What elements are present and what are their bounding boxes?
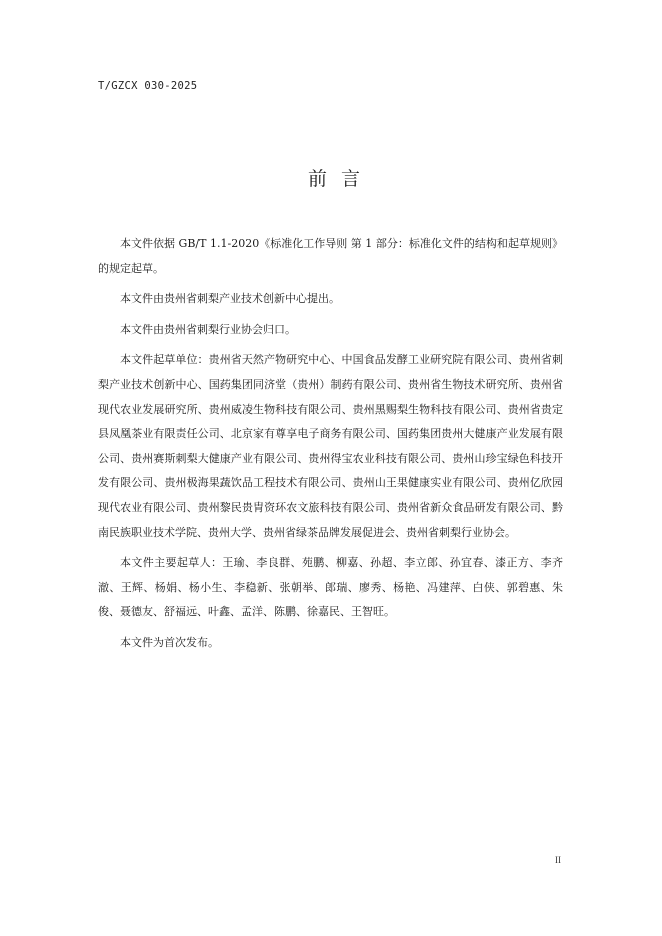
page-number: II [555, 855, 561, 865]
document-code: T/GZCX 030-2025 [98, 80, 198, 92]
foreword-body [98, 232, 563, 662]
paragraph-first-release: 本文件为首次发布。 [120, 635, 219, 649]
paragraph-drafting-basis: 本文件依据 GB/T 1.1-2020《标准化工作导则 第 1 部分：标准化文件的结构和起草规则》的规定起草。 [98, 237, 563, 275]
page-title: 前言 [307, 168, 374, 190]
paragraph-proposer: 本文件由贵州省刺梨产业技术创新中心提出。 [120, 292, 340, 306]
paragraph-drafters: 本文件主要起草人：王瑜、李良群、苑鹏、柳嘉、孙超、李立郎、孙宜春、漆正方、李齐澈、王辉、杨娟、杨小生、李稳新、张朝举、郎瑞、廖秀、杨艳、冯建萍、白侠、郭碧惠、朱俊、聂德友、舒福远、叶鑫、孟洋、陈鹏、徐嘉民、王智旺。 [98, 556, 563, 619]
paragraph-drafting-units: 本文件起草单位：贵州省天然产物研究中心、中国食品发酵工业研究院有限公司、贵州省刺梨产业技术创新中心、国药集团同济堂（贵州）制药有限公司、贵州省生物技术研究所、贵州省现代农业发展研究所、贵州威凌生物科技有限公司、贵州黑赐梨生物科技有限公司、贵州省贵定县凤凰茶业有限责任公司、北京家有尊享电子商务有限公司、国药集团贵州大健康产业发展有限公司、贵州赛斯刺梨大健康产业有限公司、贵州得宝农业科技有限公司、贵州山珍宝绿色科技开发有限公司、贵州极海果蔬饮品工程技术有限公司、贵州山王果健康实业有限公司、贵州亿欣园现代农业有限公司、贵州黎民贵胄资环农文旅科技有限公司、贵州省新众食品研发有限公司、黔南民族职业技术学院、贵州大学、贵州省绿茶品牌发展促进会、贵州省刺梨行业协会。 [98, 353, 563, 539]
paragraph-administrator: 本文件由贵州省刺梨行业协会归口。 [120, 322, 296, 336]
